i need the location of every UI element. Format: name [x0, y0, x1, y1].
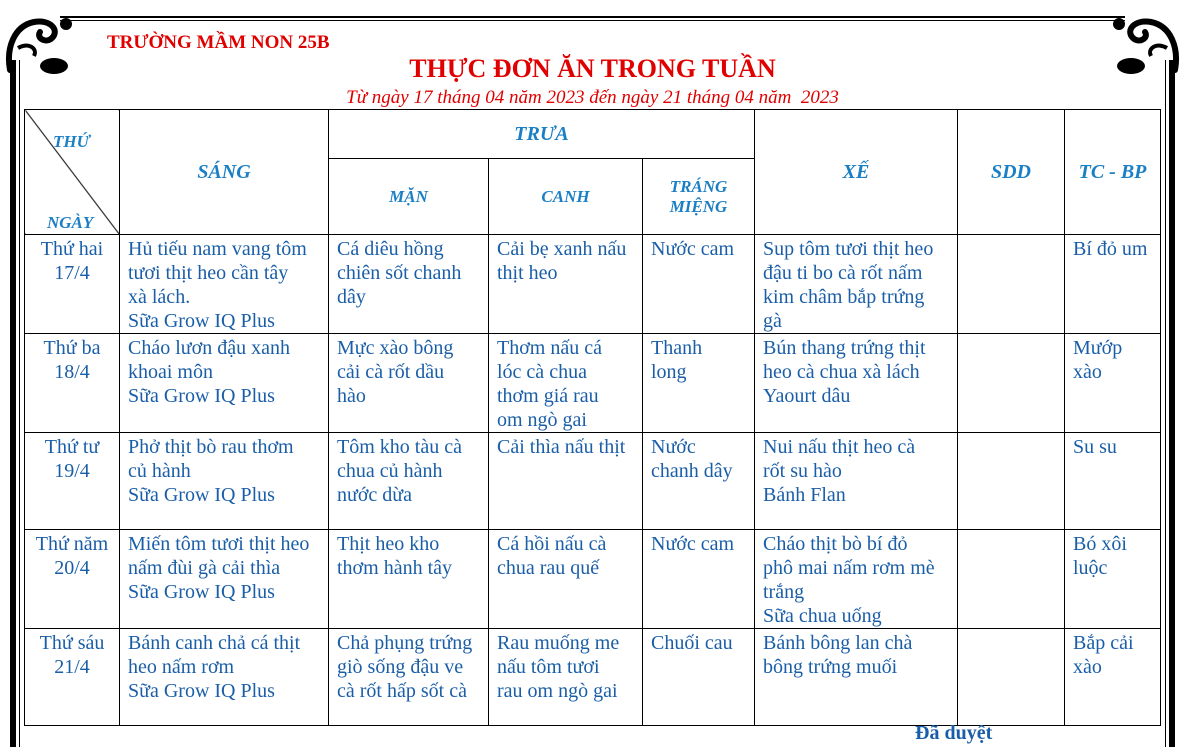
- col-header-xe: XẾ: [755, 110, 958, 235]
- cell-sdd: [958, 433, 1065, 530]
- col-header-tcbp: TC - BP: [1065, 110, 1161, 235]
- menu-line: Cải thìa nấu thịt: [497, 436, 626, 458]
- menu-line: chua rau quế: [497, 557, 600, 579]
- cell-canh: [489, 530, 643, 629]
- menu-line: Bó xôi: [1073, 533, 1127, 555]
- menu-line: rốt su hào: [763, 460, 842, 482]
- menu-line: Bánh canh chả cá thịt: [128, 632, 301, 654]
- menu-line: khoai môn: [128, 361, 213, 383]
- menu-line: Nui nấu thịt heo cà: [763, 436, 916, 458]
- cell-canh: [489, 235, 643, 334]
- col-header-trang-mieng-line1: TRÁNG: [669, 176, 728, 196]
- menu-line: Mực xào bông: [337, 337, 454, 359]
- day-name: Thứ hai: [40, 238, 104, 260]
- menu-line: giò sống đậu ve: [337, 656, 464, 678]
- menu-line: Sữa chua uống: [763, 605, 882, 627]
- cell-day: [25, 530, 120, 629]
- table-row: [25, 530, 1161, 629]
- cell-canh: [489, 433, 643, 530]
- cell-tcbp: [1065, 433, 1161, 530]
- menu-line: Cá diêu hồng: [337, 238, 444, 260]
- cell-xe: [755, 629, 958, 726]
- menu-line: Bí đỏ um: [1073, 238, 1148, 260]
- cell-tcbp: [1065, 235, 1161, 334]
- day-date-corner-header: [25, 110, 120, 235]
- menu-line: thịt heo: [497, 262, 558, 284]
- cell-sang: [120, 334, 329, 433]
- cell-man: [329, 334, 489, 433]
- menu-line: Sữa Grow IQ Plus: [128, 484, 275, 506]
- cell-sang: [120, 235, 329, 334]
- menu-line: chua củ hành: [337, 460, 443, 482]
- day-date: 18/4: [54, 361, 90, 383]
- menu-line: Phở thịt bò rau thơm: [128, 436, 294, 458]
- cell-xe: [755, 235, 958, 334]
- menu-line: thơm giá rau: [497, 385, 599, 407]
- menu-line: Bắp cải: [1073, 632, 1134, 654]
- table-row: [25, 334, 1161, 433]
- cell-xe: [755, 334, 958, 433]
- cell-sdd: [958, 334, 1065, 433]
- day-name: Thứ năm: [35, 533, 109, 555]
- menu-line: luộc: [1073, 557, 1108, 579]
- menu-line: chanh dây: [651, 460, 733, 482]
- menu-line: Rau muống me: [497, 632, 620, 654]
- cell-day: [25, 433, 120, 530]
- cell-sang: [120, 530, 329, 629]
- cell-xe: [755, 530, 958, 629]
- menu-line: Bún thang trứng thịt: [763, 337, 926, 359]
- day-date: 21/4: [54, 656, 90, 678]
- menu-line: cà rốt hấp sốt cà: [337, 680, 467, 702]
- cell-man: [329, 530, 489, 629]
- col-header-man: MẶN: [329, 159, 489, 235]
- menu-line: Nước: [651, 436, 696, 458]
- menu-line: Sup tôm tươi thịt heo: [763, 238, 934, 260]
- weekly-menu-table: [24, 109, 1161, 726]
- menu-line: Yaourt dâu: [763, 385, 851, 407]
- page-border-top-inner: [60, 20, 1125, 21]
- menu-line: Bánh bông lan chà: [763, 632, 913, 654]
- menu-line: Sữa Grow IQ Plus: [128, 581, 275, 603]
- menu-line: Tôm kho tàu cà: [337, 436, 462, 458]
- menu-body: [25, 235, 1161, 726]
- menu-line: Bánh Flan: [763, 484, 846, 506]
- menu-line: bông trứng muối: [763, 656, 898, 678]
- menu-line: heo cà chua xà lách: [763, 361, 920, 383]
- menu-line: cải cà rốt dầu: [337, 361, 445, 383]
- cell-sdd: [958, 235, 1065, 334]
- school-name: TRƯỜNG MẦM NON 25B: [107, 32, 330, 53]
- cell-sang: [120, 433, 329, 530]
- menu-line: lóc cà chua: [497, 361, 587, 383]
- menu-line: phô mai nấm rơm mè: [763, 557, 935, 579]
- page-border-right: [1169, 60, 1175, 747]
- menu-line: xà lách.: [128, 286, 191, 308]
- menu-line: om ngò gai: [497, 409, 587, 431]
- menu-line: Thịt heo kho: [337, 533, 440, 555]
- menu-line: thơm hành tây: [337, 557, 452, 579]
- menu-line: chiên sốt chanh: [337, 262, 462, 284]
- menu-line: Mướp: [1073, 337, 1123, 359]
- table-row: [25, 433, 1161, 530]
- page-border-left: [10, 60, 16, 747]
- menu-line: trắng: [763, 581, 805, 603]
- cell-trang-mieng: [643, 530, 755, 629]
- menu-line: Thanh: [651, 337, 703, 359]
- day-name: Thứ tư: [44, 436, 100, 458]
- menu-line: Su su: [1073, 436, 1117, 458]
- menu-line: đậu ti bo cà rốt nấm: [763, 262, 923, 284]
- table-row: [25, 629, 1161, 726]
- cell-canh: [489, 629, 643, 726]
- page-border-right-inner: [1165, 60, 1166, 747]
- menu-line: Cá hồi nấu cà: [497, 533, 607, 555]
- cell-day: [25, 629, 120, 726]
- cell-trang-mieng: [643, 334, 755, 433]
- cell-trang-mieng: [643, 235, 755, 334]
- cell-sdd: [958, 530, 1065, 629]
- page-title: THỰC ĐƠN ĂN TRONG TUẦN: [409, 54, 776, 83]
- menu-line: Nước cam: [651, 238, 735, 260]
- day-date: 20/4: [54, 557, 90, 579]
- menu-line: Sữa Grow IQ Plus: [128, 385, 275, 407]
- menu-line: long: [651, 361, 687, 383]
- menu-line: Chuối cau: [651, 632, 733, 654]
- cell-trang-mieng: [643, 629, 755, 726]
- menu-line: gà: [763, 310, 782, 332]
- menu-line: xào: [1073, 656, 1102, 678]
- day-date: 17/4: [54, 262, 90, 284]
- corner-date-label: NGÀY: [47, 213, 94, 232]
- cell-sdd: [958, 629, 1065, 726]
- menu-line: Cháo thịt bò bí đỏ: [763, 533, 908, 555]
- menu-line: củ hành: [128, 460, 191, 482]
- cell-day: [25, 235, 120, 334]
- menu-line: Cải bẹ xanh nấu: [497, 238, 627, 260]
- table-row: [25, 235, 1161, 334]
- cell-tcbp: [1065, 530, 1161, 629]
- menu-line: Chả phụng trứng: [337, 632, 473, 654]
- col-header-trang-mieng-line2: MIỆNG: [669, 196, 728, 216]
- menu-line: Nước cam: [651, 533, 735, 555]
- cell-man: [329, 629, 489, 726]
- menu-line: Hủ tiếu nam vang tôm: [128, 238, 307, 260]
- menu-line: rau om ngò gai: [497, 680, 618, 702]
- menu-line: hào: [337, 385, 366, 407]
- col-header-trang-mieng: [643, 159, 755, 235]
- menu-line: Sữa Grow IQ Plus: [128, 680, 275, 702]
- menu-line: heo nấm rơm: [128, 656, 235, 678]
- menu-line: Thơm nấu cá: [497, 337, 602, 359]
- col-header-trua: TRƯA: [329, 110, 755, 159]
- menu-line: Cháo lươn đậu xanh: [128, 337, 290, 359]
- cell-canh: [489, 334, 643, 433]
- corner-day-label: THỨ: [53, 132, 90, 151]
- day-name: Thứ ba: [43, 337, 101, 359]
- col-header-sdd: SDD: [958, 110, 1065, 235]
- col-header-sang: SÁNG: [120, 110, 329, 235]
- menu-line: tươi thịt heo cần tây: [128, 262, 289, 284]
- cell-day: [25, 334, 120, 433]
- cell-man: [329, 433, 489, 530]
- cell-tcbp: [1065, 629, 1161, 726]
- menu-line: xào: [1073, 361, 1102, 383]
- col-header-canh: CANH: [489, 159, 643, 235]
- menu-line: nước dừa: [337, 484, 413, 506]
- menu-line: kim châm bắp trứng: [763, 286, 925, 308]
- menu-line: nấu tôm tươi: [497, 656, 600, 678]
- day-date: 19/4: [54, 460, 90, 482]
- page-border-top: [60, 16, 1125, 18]
- day-name: Thứ sáu: [39, 632, 105, 654]
- menu-line: Miến tôm tươi thịt heo: [128, 533, 310, 555]
- approved-label: Đã duyệt: [915, 722, 993, 744]
- page-border-left-inner: [19, 60, 20, 747]
- menu-line: Sữa Grow IQ Plus: [128, 310, 275, 332]
- menu-line: dây: [337, 286, 366, 308]
- menu-line: nấm đùi gà cải thìa: [128, 557, 281, 579]
- cell-tcbp: [1065, 334, 1161, 433]
- cell-xe: [755, 433, 958, 530]
- date-range: Từ ngày 17 tháng 04 năm 2023 đến ngày 21 tháng 04 năm 2023: [346, 87, 839, 108]
- cell-man: [329, 235, 489, 334]
- cell-trang-mieng: [643, 433, 755, 530]
- cell-sang: [120, 629, 329, 726]
